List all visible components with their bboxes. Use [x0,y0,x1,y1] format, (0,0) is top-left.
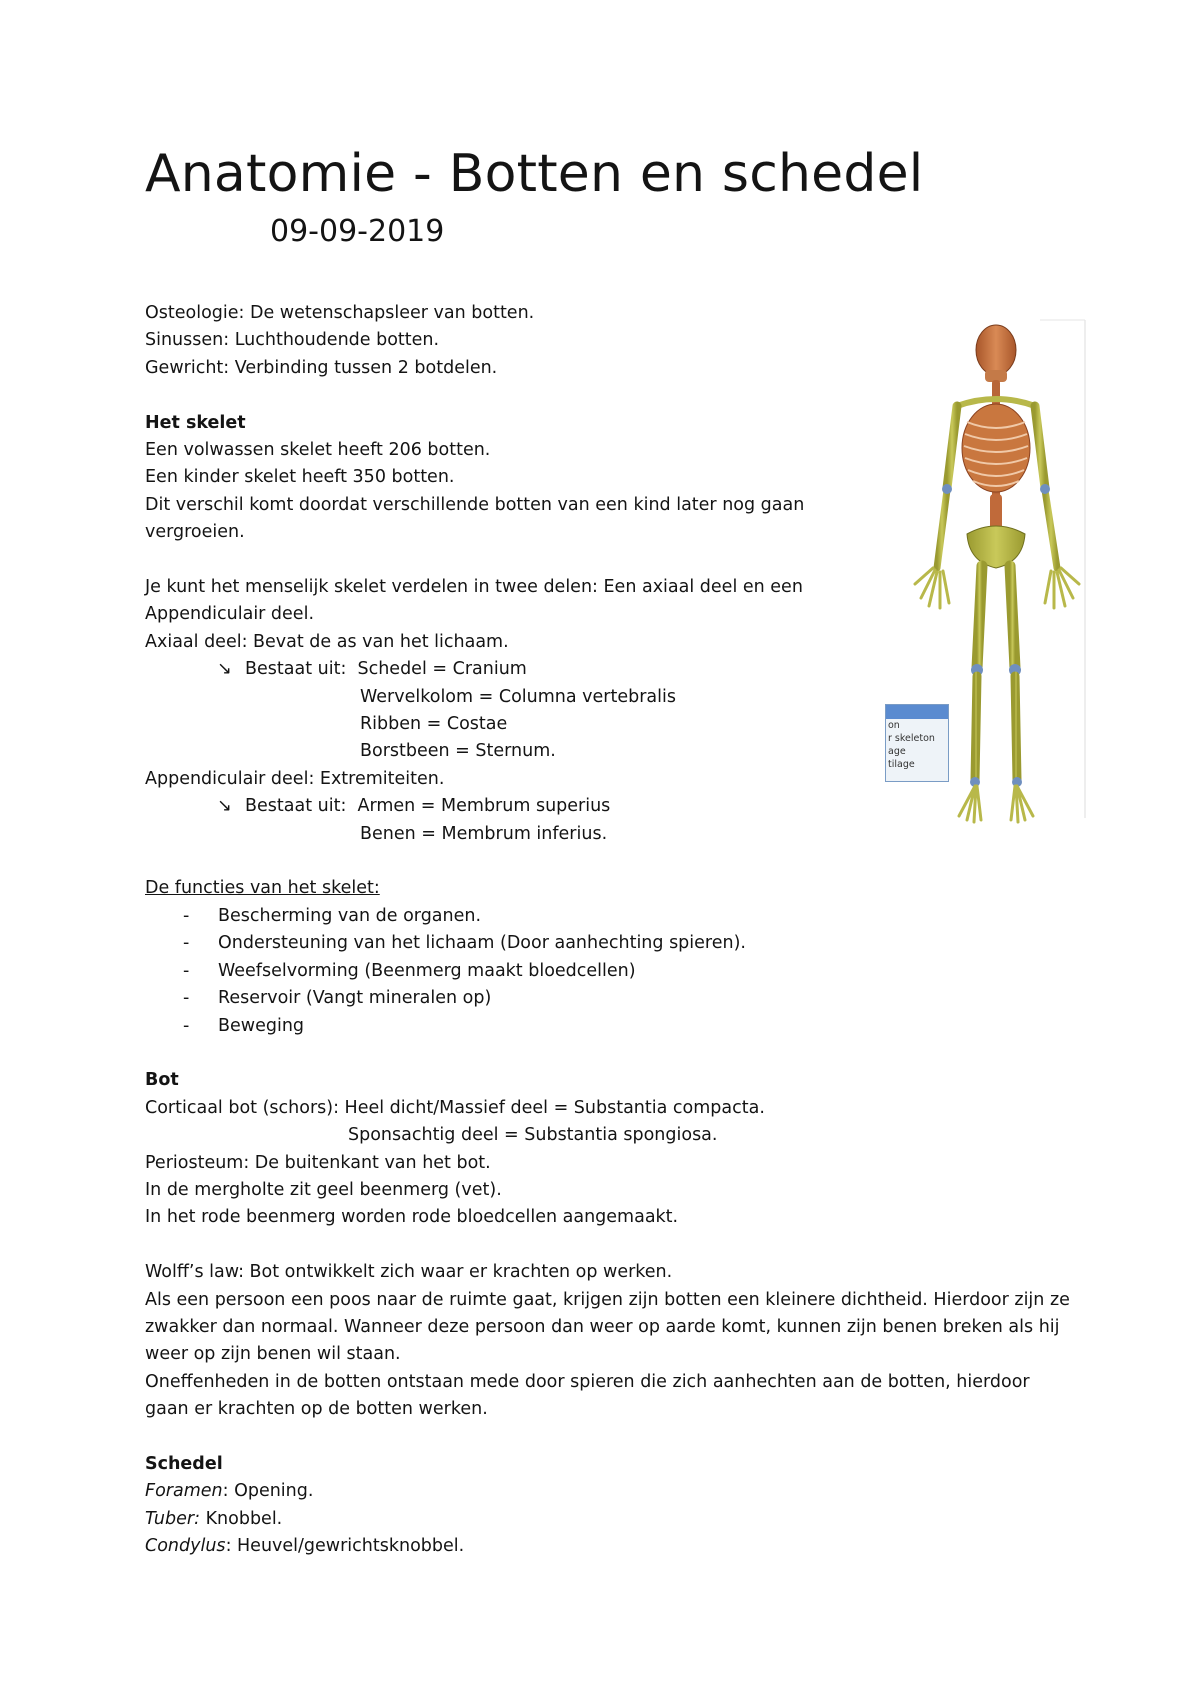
bullet-dash: - [183,1015,190,1036]
page-title: Anatomie - Botten en schedel [145,144,924,204]
wolff-law: Wolff’s law: Bot ontwikkelt zich waar er krachten op werken. [145,1262,673,1283]
skeleton-illustration [885,318,1100,838]
schedel-term: Foramen: Opening. [145,1481,314,1502]
skelet-line: Een kinder skelet heeft 350 botten. [145,467,455,488]
axiaal-part: Ribben = Costae [360,714,508,735]
skelet-line: Dit verschil komt doordat verschillende botten van een kind later nog gaan vergroeien. [145,494,805,543]
bestaat-label: Bestaat uit: [245,659,347,680]
appendiculair-part: Armen = Membrum superius [357,796,611,817]
bot-line: In de mergholte zit geel beenmerg (vet). [145,1179,502,1200]
schedel-term: Condylus: Heuvel/gewrichtsknobbel. [145,1536,465,1557]
skelet-division: Je kunt het menselijk skelet verdelen in twee delen: Een axiaal deel en een Appendiculair deel. [145,577,803,625]
bot-heading: Bot [145,1070,179,1091]
bot-line: Sponsachtig deel = Substantia spongiosa. [348,1125,718,1146]
legend-bar [886,705,948,719]
list-item: - Beweging [145,1013,1085,1040]
bullet-dash: - [183,905,190,926]
bestaat-label: Bestaat uit: [245,796,347,817]
intro-line: Osteologie: De wetenschapsleer van botten. [145,303,535,323]
arrow-icon: ↘ [217,796,232,817]
intro-line: Sinussen: Luchthoudende botten. [145,330,440,351]
skelet-line: Een volwassen skelet heeft 206 botten. [145,440,491,461]
bullet-dash: - [183,933,190,954]
figure-legend [885,704,949,782]
legend-item: on [888,720,900,731]
skelet-heading: Het skelet [145,412,246,433]
list-item: - Ondersteuning van het lichaam (Door aanhechting spieren). [145,930,1085,957]
legend-item: tilage [888,759,915,770]
bot-line: In het rode beenmerg worden rode bloedcellen aangemaakt. [145,1207,679,1228]
document-date: 09-09-2019 [270,214,445,249]
schedel-term: Tuber: Knobbel. [145,1508,283,1529]
list-item: - Bescherming van de organen. [145,903,1085,930]
axiaal-part: Borstbeen = Sternum. [360,741,556,762]
list-item: - Weefselvorming (Beenmerg maakt bloedcellen) [145,958,1085,985]
axiaal-line: Axiaal deel: Bevat de as van het lichaam. [145,631,509,652]
bot-line: Periosteum: De buitenkant van het bot. [145,1152,491,1173]
wolff-paragraph: Oneffenheden in de botten ontstaan mede door spieren die zich aanhechten aan de botten, hierdoor gaan er krachten op de botten werken. [145,1371,1030,1420]
intro-line: Gewricht: Verbinding tussen 2 botdelen. [145,357,498,378]
wolff-paragraph: Als een persoon een poos naar de ruimte gaat, krijgen zijn botten een kleinere dichtheid. Hierdoor zijn ze zwakker dan normaal. Wanneer deze persoon dan weer op aarde komt, kunnen zijn benen breken als hij weer op zijn benen wil staan. [145,1289,1070,1365]
appendiculair-part: Benen = Membrum inferius. [360,823,608,844]
schedel-heading: Schedel [145,1453,223,1474]
bot-line: Corticaal bot (schors): Heel dicht/Massief deel = Substantia compacta. [145,1097,765,1118]
list-item: - Reservoir (Vangt mineralen op) [145,985,1085,1012]
legend-item: r skeleton [888,733,935,744]
axiaal-part: Wervelkolom = Columna vertebralis [360,686,676,707]
bullet-dash: - [183,988,190,1009]
appendiculair-line: Appendiculair deel: Extremiteiten. [145,768,445,789]
axiaal-part: Schedel = Cranium [357,659,527,680]
legend-item: age [888,746,906,757]
functies-heading: De functies van het skelet: [145,878,380,899]
functies-list [145,903,1085,1040]
bullet-dash: - [183,960,190,981]
arrow-icon: ↘ [217,659,232,680]
